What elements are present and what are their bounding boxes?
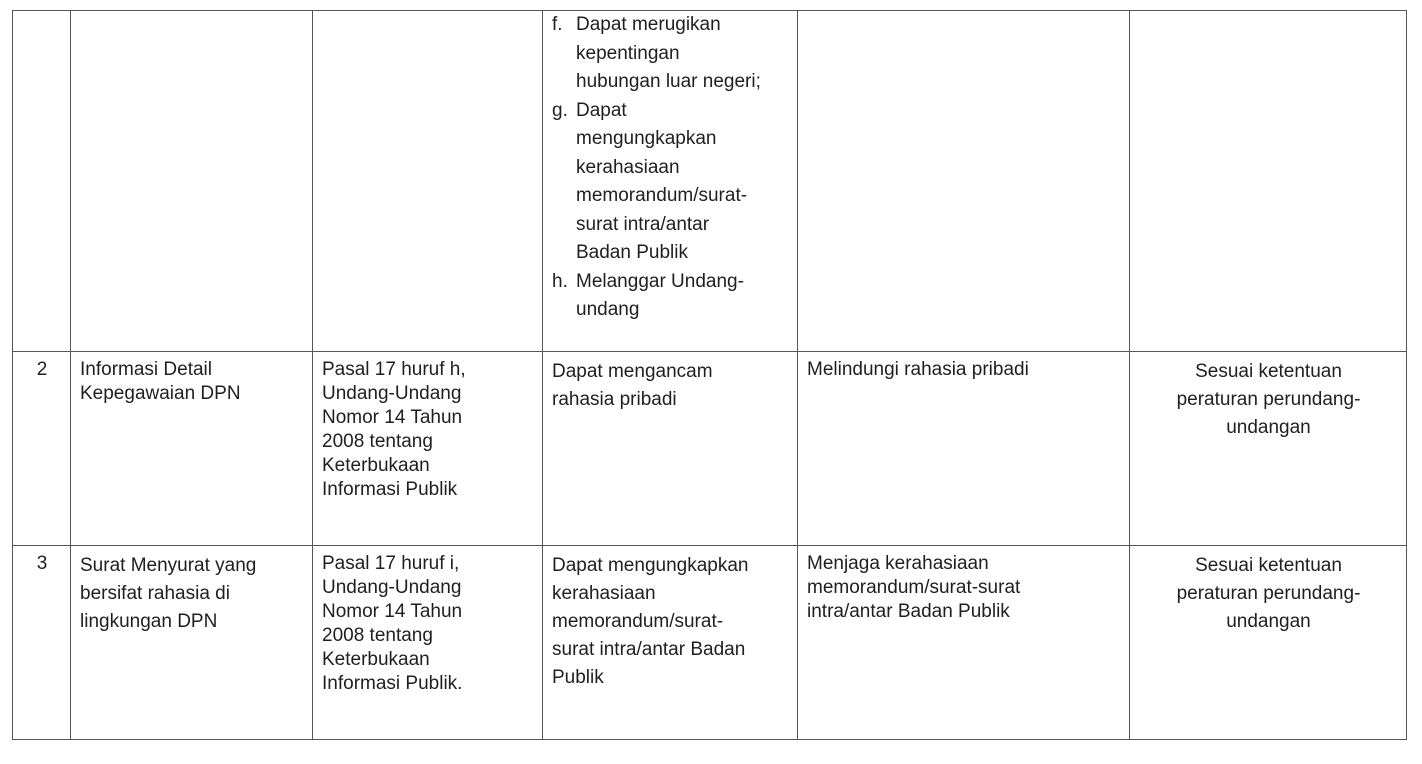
reason-cell [798,11,1130,352]
text-line: memorandum/surat-surat [807,577,1021,598]
text-line: 2008 tentang [322,431,433,452]
text-line: Dapat [576,99,627,121]
table-row [13,546,1407,740]
text-line: kepentingan [576,42,680,64]
text-line: Melindungi rahasia pribadi [807,359,1029,380]
text-line: bersifat rahasia di [80,583,230,604]
text-line: undang [576,299,640,320]
list-marker: f. [552,14,563,35]
table-row [13,11,1407,352]
text-line: Dapat mengungkapkan [552,555,749,576]
text-line: Melanggar Undang- [576,270,744,292]
table-row [13,352,1407,546]
text-line: Keterbukaan [322,649,430,670]
text-line: Dapat merugikan [576,14,721,35]
text-line: Nomor 14 Tahun [322,407,463,428]
text-line: mengungkapkan [576,128,717,149]
text-line: Keterbukaan [322,455,430,476]
text-line: kerahasiaan [576,156,680,178]
information-type-cell [71,11,313,352]
consequence-cell [543,11,798,352]
reason-cell [798,546,1130,740]
text-line: peraturan perundang- [1176,583,1361,604]
text-line: Pasal 17 huruf h, [322,359,466,380]
text-line: Dapat mengancam [552,361,713,382]
text-line: undangan [1226,611,1311,632]
row-number: 3 [36,553,48,574]
text-line: Pasal 17 huruf i, [322,553,460,574]
information-type-cell [71,352,313,546]
text-line: undangan [1226,417,1311,438]
text-line: Kepegawaian DPN [80,383,241,404]
text-line: Sesuai ketentuan [1195,555,1342,576]
text-line: peraturan perundang- [1176,389,1361,410]
text-line: Menjaga kerahasiaan [807,553,989,574]
text-line: surat intra/antar [576,213,710,235]
list-item [552,268,789,325]
reason-cell [798,352,1130,546]
text-line: hubungan luar negeri; [576,71,761,92]
row-number-cell [13,352,71,546]
legal-basis-cell [313,546,543,740]
legal-basis-cell [313,11,543,352]
row-number-cell [13,546,71,740]
row-number: 2 [36,359,48,380]
list-marker: h. [552,270,568,292]
text-line: lingkungan DPN [80,611,218,632]
text-line: Undang-Undang [322,383,462,404]
text-line: Nomor 14 Tahun [322,601,463,622]
text-line: Badan Publik [576,242,688,263]
row-number-cell [13,11,71,352]
text-line: Publik [552,667,604,688]
information-type-cell [71,546,313,740]
list-marker: g. [552,99,568,121]
text-line: rahasia pribadi [552,389,677,410]
text-line: surat intra/antar Badan [552,639,746,660]
list-item [552,97,789,268]
remarks-cell [1130,546,1407,740]
exempt-information-table [12,10,1407,740]
text-line: 2008 tentang [322,625,433,646]
text-line: Surat Menyurat yang [80,555,257,576]
remarks-cell [1130,11,1407,352]
text-line: Sesuai ketentuan [1195,361,1342,382]
text-line: memorandum/surat- [552,611,724,632]
text-line: Informasi Detail [80,359,212,380]
text-line: Informasi Publik. [322,673,463,694]
text-line: intra/antar Badan Publik [807,601,1010,622]
text-line: kerahasiaan [552,583,656,604]
legal-basis-cell [313,352,543,546]
text-line: Undang-Undang [322,577,462,598]
remarks-cell [1130,352,1407,546]
text-line: memorandum/surat- [576,185,748,206]
text-line: Informasi Publik [322,479,458,500]
consequence-cell [543,352,798,546]
list-item [552,11,789,97]
consequence-cell [543,546,798,740]
